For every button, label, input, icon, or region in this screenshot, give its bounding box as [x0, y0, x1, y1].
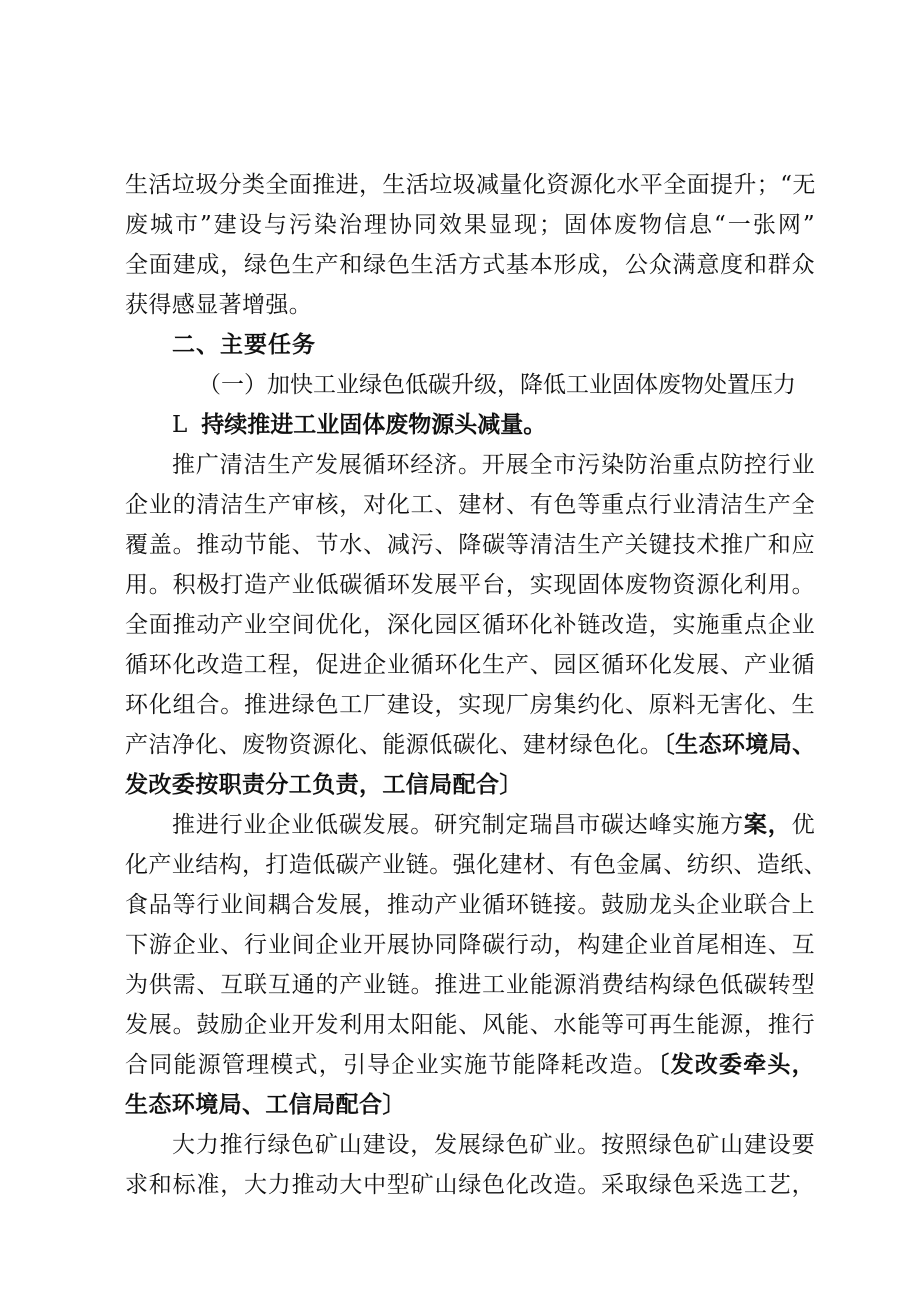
- intro-line-1: 生活垃圾分类全面推进，生活垃圾减量化资源化水平全面提升；“无: [125, 172, 816, 198]
- para2-line-5: 为供需、互联互通的产业链。推进工业能源消费结构绿色低碳转型: [125, 972, 815, 998]
- para1-line-9: [125, 766, 815, 804]
- para2-line-6: 发展。鼓励企业开发利用太阳能、风能、水能等可再生能源，推行: [125, 1012, 815, 1038]
- para1-line-2: 企业的清洁生产审核，对化工、建材、有色等重点行业清洁生产全: [125, 492, 815, 518]
- para2-responsibility-start: 〔发改委牵头，: [657, 1051, 815, 1078]
- para2-line-7-text: 合同能源管理模式，引导企业实施节能降耗改造。: [125, 1052, 658, 1078]
- para2-line-1-bold: 案，: [743, 811, 792, 838]
- intro-line-2: 废城市”建设与污染治理协同效果显现；固体废物信息“一张网”: [125, 212, 815, 238]
- para1-line-6: 循环化改造工程，促进企业循环化生产、园区循环化发展、产业循: [125, 652, 815, 678]
- para2-line-2: 化产业结构，打造低碳产业链。强化建材、有色金属、纺织、造纸、: [125, 852, 827, 878]
- para1-line-1: 推广清洁生产发展循环经济。开展全市污染防治重点防控行业: [172, 452, 815, 478]
- section-heading: 二、主要任务: [172, 331, 316, 358]
- para3-line-2: 求和标准，大力推动大中型矿山绿色化改造。采取绿色采选工艺，: [125, 1172, 815, 1198]
- para1-line-4: 用。积极打造产业低碳循环发展平台，实现固体废物资源化利用。: [125, 572, 815, 598]
- para1-responsibility-end: 发改委按职责分工负责，工信局配合〕: [125, 771, 523, 798]
- item-title-text: 持续推进工业固体废物源头减量。: [201, 411, 547, 438]
- para2-line-4: 下游企业、行业间企业开展协同降碳行动，构建企业首尾相连、互: [125, 932, 815, 958]
- para2-responsibility-end: 生态环境局、工信局配合〕: [125, 1091, 406, 1118]
- para1-responsibility-start: 〔生态环境局、: [663, 731, 816, 758]
- para2-line-1-text: 推进行业企业低碳发展。研究制定瑞昌市碳达峰实施方: [172, 812, 744, 838]
- para2-line-1: [172, 806, 815, 844]
- para2-line-1-tail: 优: [791, 812, 815, 838]
- intro-line-4: 获得感显著增强。: [125, 292, 313, 318]
- para2-line-3: 食品等行业间耦合发展，推动产业循环链接。鼓励龙头企业联合上: [125, 892, 815, 918]
- para1-line-8-text: 产洁净化、废物资源化、能源低碳化、建材绿色化。: [125, 732, 664, 758]
- para2-line-7: [125, 1046, 815, 1084]
- para1-line-5: 全面推动产业空间优化，深化园区循环化补链改造，实施重点企业: [125, 612, 815, 638]
- para1-line-7: 环化组合。推进绿色工厂建设，实现厂房集约化、原料无害化、生: [125, 692, 815, 718]
- para1-line-3: 覆盖。推动节能、节水、减污、降碳等清洁生产关键技术推广和应: [125, 532, 815, 558]
- para1-line-8: [125, 726, 815, 764]
- para3-line-1: 大力推行绿色矿山建设，发展绿色矿业。按照绿色矿山建设要: [172, 1132, 815, 1158]
- item-title: [172, 406, 546, 444]
- item-number: L: [172, 412, 188, 438]
- section-subheading: （一）加快工业绿色低碳升级，降低工业固体废物处置压力: [198, 372, 796, 398]
- para2-line-8: [125, 1086, 815, 1124]
- intro-line-3: 全面建成，绿色生产和绿色生活方式基本形成，公众满意度和群众: [125, 252, 815, 278]
